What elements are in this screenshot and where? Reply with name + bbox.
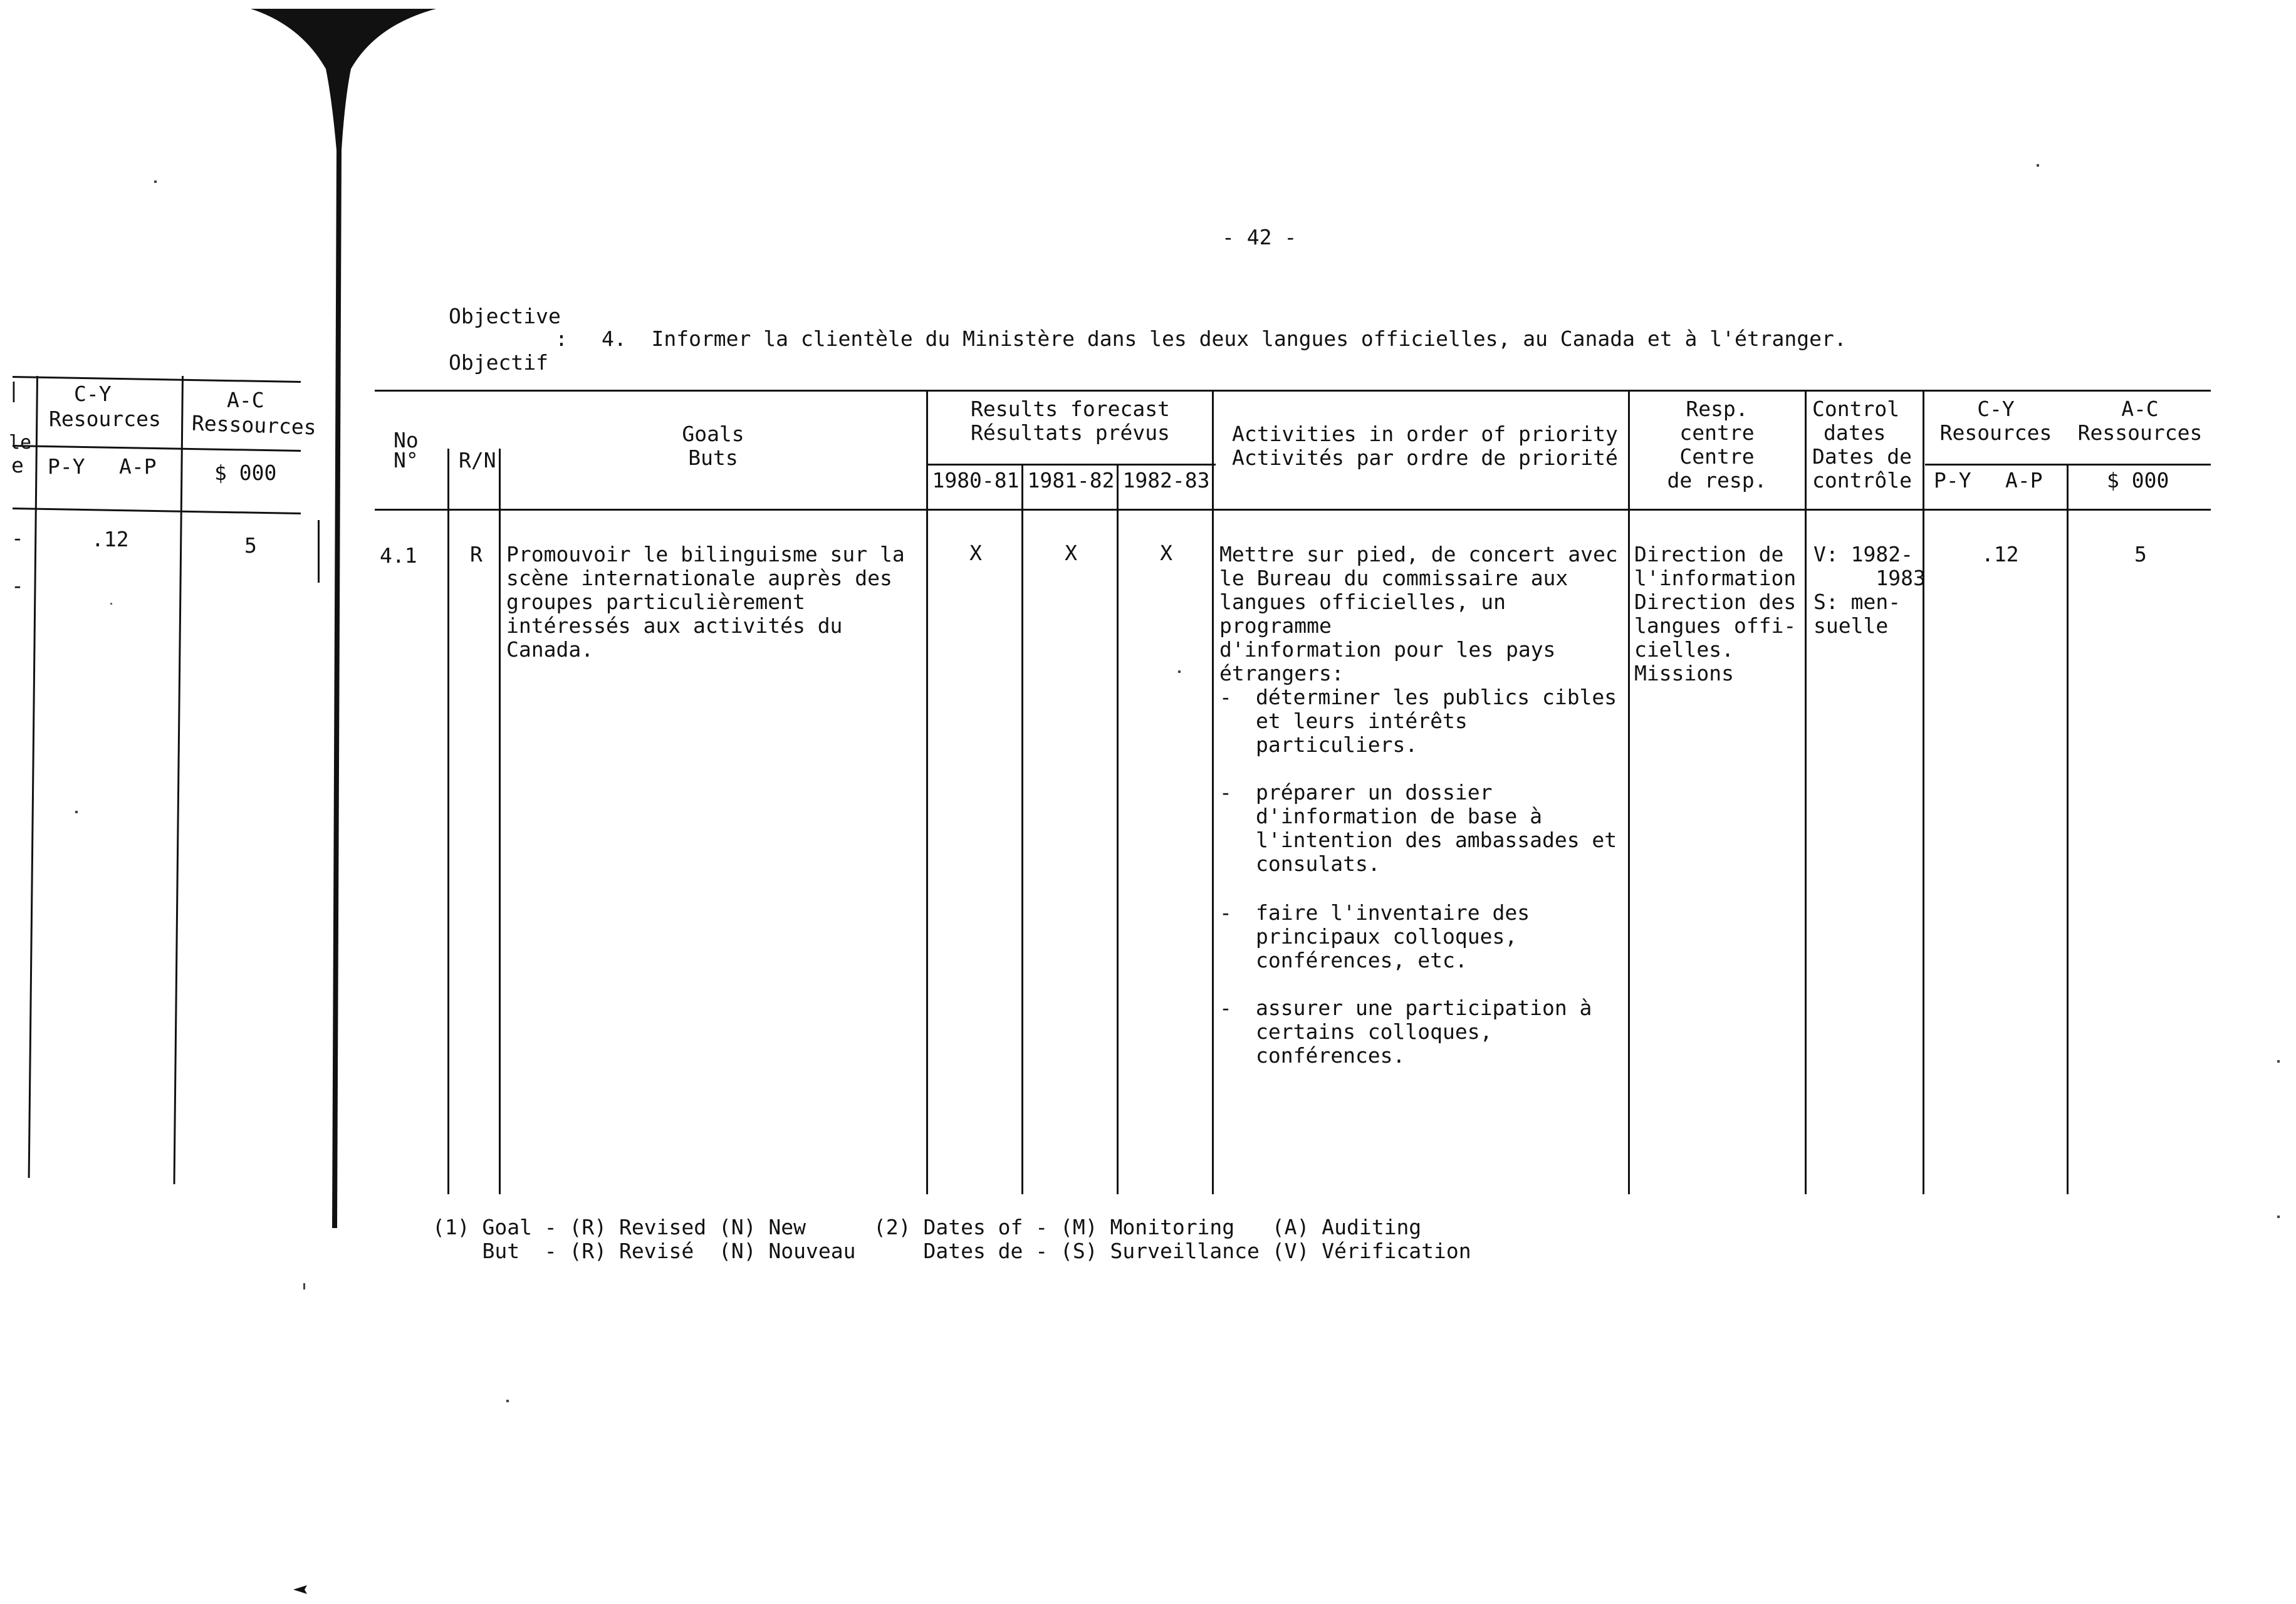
header-py: P-Y bbox=[1934, 468, 1971, 492]
header-no-en: No bbox=[394, 428, 419, 452]
row-no: 4.1 bbox=[380, 543, 417, 568]
header-control-1: Control bbox=[1812, 397, 1900, 421]
header-year-1980-81: 1980-81 bbox=[932, 468, 1020, 492]
activity-bullet-text: assurer une participation à certains colloques, conférences. bbox=[1256, 996, 1592, 1068]
row-resp-centre: Direction de l'information Direction des langues offi- cielles. Missions bbox=[1634, 542, 1797, 685]
header-k: $ 000 bbox=[2107, 468, 2169, 492]
scan-speck bbox=[2277, 1216, 2280, 1218]
row-rn: R bbox=[470, 542, 483, 566]
activity-bullet-text: déterminer les publics cibles et leurs intérêts particuliers. bbox=[1256, 685, 1617, 757]
objective-text: 4. Informer la clientèle du Ministère dans les deux langues officielles, au Canada et à l'étranger. bbox=[602, 326, 1847, 351]
arrow-mark-icon bbox=[293, 1585, 307, 1594]
left-h-cy: C-Y bbox=[74, 382, 112, 406]
left-h-py: P-Y bbox=[48, 454, 85, 479]
bullet-dash: - bbox=[1219, 996, 1232, 1020]
header-resp-3: Centre bbox=[1679, 444, 1755, 469]
scan-speck bbox=[2037, 164, 2039, 167]
header-no-fr: N° bbox=[394, 448, 419, 472]
header-year-1982-83: 1982-83 bbox=[1122, 468, 1210, 492]
objective-label-en: Objective bbox=[449, 304, 561, 328]
left-h-ap: A-P bbox=[119, 454, 157, 479]
row-year-1980-81: X bbox=[969, 541, 982, 565]
table-header-rule bbox=[375, 509, 2211, 511]
row-year-1982-83: X bbox=[1160, 541, 1172, 565]
left-h-resources: Resources bbox=[49, 407, 161, 431]
left-h-k: $ 000 bbox=[214, 461, 277, 485]
row-py: .12 bbox=[1981, 542, 2019, 566]
footnote-1-line-2: But - (R) Revisé (N) Nouveau bbox=[432, 1239, 856, 1263]
header-activities-en: Activities in order of priority bbox=[1232, 422, 1618, 446]
header-control-2: dates bbox=[1824, 420, 1886, 445]
footnote-2-line-2: Dates de - (S) Surveillance (V) Vérification bbox=[874, 1239, 1471, 1263]
row-year-1981-82: X bbox=[1065, 541, 1077, 565]
binding-shadow bbox=[251, 0, 451, 1228]
header-goals-en: Goals bbox=[682, 422, 744, 446]
header-control-3: Dates de bbox=[1812, 444, 1912, 469]
bullet-dash: - bbox=[1219, 900, 1232, 925]
left-dash-2: - bbox=[11, 573, 24, 598]
footnote-2-line-1: (2) Dates of - (M) Monitoring (A) Auditing bbox=[874, 1215, 1422, 1239]
left-clip-e: e bbox=[11, 453, 24, 477]
page-number: - 42 - bbox=[1222, 225, 1297, 249]
header-goals-fr: Buts bbox=[688, 445, 738, 470]
scan-speck bbox=[110, 603, 112, 605]
header-results-en: Results forecast bbox=[971, 397, 1170, 421]
scan-speck bbox=[303, 1283, 305, 1289]
header-resources: Resources bbox=[1939, 420, 2052, 445]
header-activities-fr: Activités par ordre de priorité bbox=[1232, 445, 1618, 470]
bullet-dash: - bbox=[1219, 685, 1232, 709]
bullet-dash: - bbox=[1219, 780, 1232, 805]
header-control-4: contrôle bbox=[1812, 468, 1912, 492]
header-year-1981-82: 1981-82 bbox=[1027, 468, 1115, 492]
header-resp-2: centre bbox=[1679, 420, 1755, 445]
header-resp-1: Resp. bbox=[1686, 397, 1748, 421]
activity-bullet-text: faire l'inventaire des principaux colloques, conférences, etc. bbox=[1256, 900, 1530, 972]
header-ac: A-C bbox=[2121, 397, 2159, 421]
scan-speck bbox=[2277, 1060, 2280, 1063]
scan-speck bbox=[75, 811, 78, 813]
left-clip-bar: | bbox=[8, 378, 20, 402]
objective-label-fr: Objectif bbox=[449, 350, 548, 375]
row-control-dates: V: 1982- 1983 S: men- suelle bbox=[1813, 542, 1926, 638]
objective-colon: : bbox=[555, 326, 568, 351]
row-activity-intro: Mettre sur pied, de concert avec le Bureau du commissaire aux langues officielles, un programme d'information pour les pays étrangers: bbox=[1219, 542, 1618, 685]
left-dash-1: - bbox=[11, 526, 24, 550]
header-ap: A-P bbox=[2005, 468, 2043, 492]
row-k: 5 bbox=[2134, 542, 2147, 566]
header-ressources: Ressources bbox=[2077, 420, 2203, 445]
header-cy: C-Y bbox=[1977, 397, 2015, 421]
scan-speck bbox=[154, 180, 157, 183]
activity-bullet-text: préparer un dossier d'information de base à l'intention des ambassades et consulats. bbox=[1256, 780, 1617, 876]
left-clip-le: le bbox=[9, 432, 32, 454]
row-goal: Promouvoir le bilinguisme sur la scène internationale auprès des groupes particulièrement intéressés aux activités du Canada. bbox=[506, 542, 905, 662]
scan-speck bbox=[506, 1400, 509, 1402]
left-h-ressources: Ressources bbox=[191, 410, 317, 440]
header-results-fr: Résultats prévus bbox=[971, 420, 1170, 445]
header-resp-4: de resp. bbox=[1667, 468, 1767, 492]
left-val-py: .12 bbox=[91, 527, 129, 551]
scan-speck bbox=[1178, 670, 1181, 673]
left-val-k: 5 bbox=[244, 533, 257, 558]
footnote-1-line-1: (1) Goal - (R) Revised (N) New bbox=[432, 1215, 806, 1239]
left-h-ac: A-C bbox=[227, 388, 264, 412]
table-top-rule bbox=[375, 390, 2211, 392]
header-rn: R/N bbox=[459, 448, 496, 472]
